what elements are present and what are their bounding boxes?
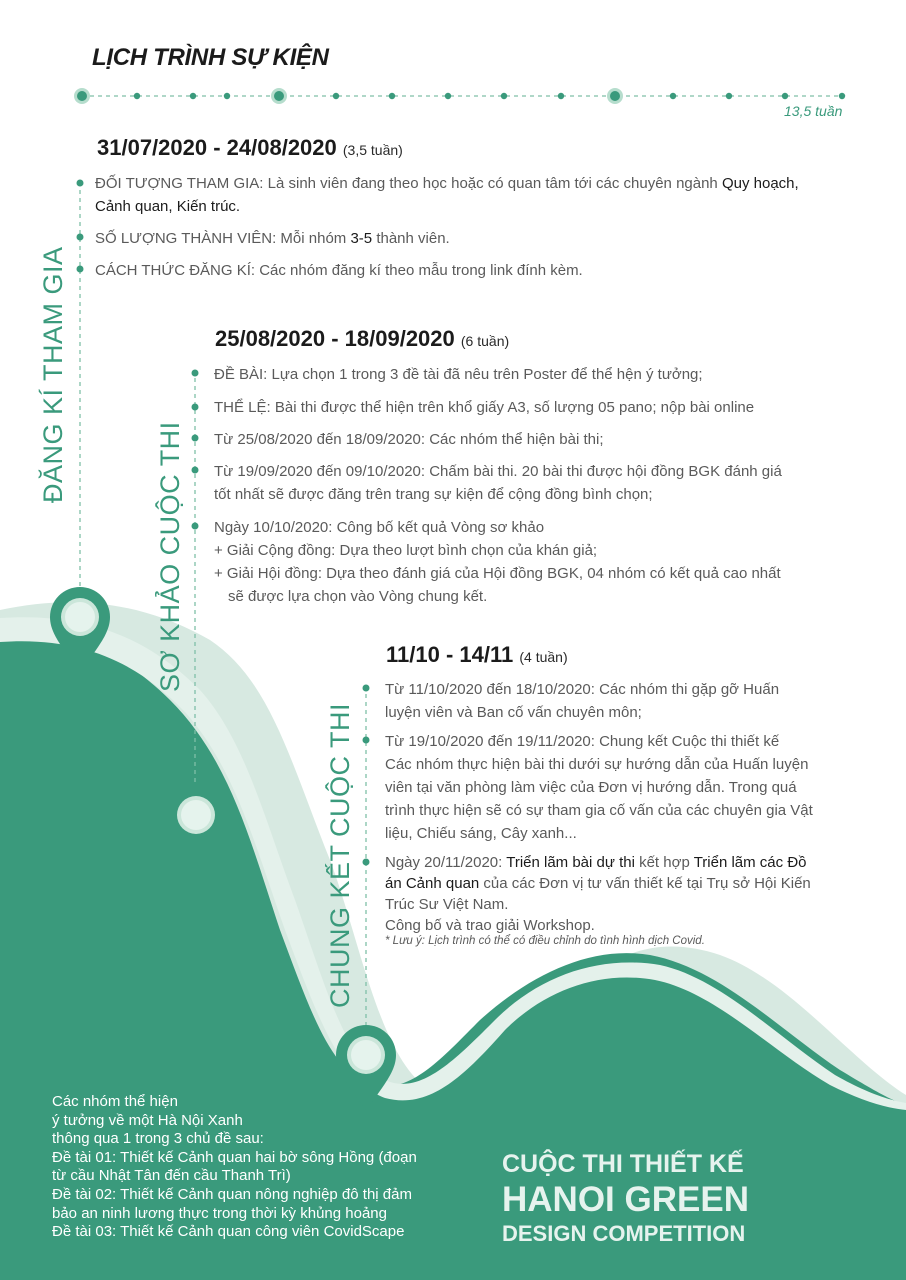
page-title: LỊCH TRÌNH SỰ KIỆN: [92, 44, 329, 71]
phase-2-label: SƠ KHẢO CUỘC THI: [155, 421, 185, 692]
phase-2-date: 25/08/2020 - 18/09/2020 (6 tuần): [215, 326, 510, 351]
phase-1-label: ĐĂNG KÍ THAM GIA: [38, 246, 68, 503]
phase-3-item: Ngày 20/11/2020: Triển lãm bài dự thi kết hợp Triển lãm các Đồ án Cảnh quan của các Đơn vị tư vấn thiết kế tại Trụ sở Hội Kiến Trúc Sư Việt Nam. Công bố và trao giải Workshop.: [385, 854, 811, 934]
topics-description: Các nhóm thể hiện ý tưởng về một Hà Nội Xanh thông qua 1 trong 3 chủ đề sau: Đề tài 01: Thiết kế Cảnh quan hai bờ sông Hồng (đoạn từ cầu Nhật Tân đến cầu Thanh Trì) Đề tài 02: Thiết kế Cảnh quan nông nghiệp đô thị đảm bảo an ninh lương thực trong thời kỳ khủng hoảng Đề tài 03: Thiết kế Cảnh quan công viên CovidScape: [52, 1093, 462, 1242]
phase-1-item: CÁCH THỨC ĐĂNG KÍ: Các nhóm đăng kí theo mẫu trong link đính kèm.: [95, 262, 583, 279]
total-duration: 13,5 tuần: [784, 103, 843, 119]
covid-note: * Lưu ý: Lịch trình có thể có điều chỉnh do tình hình dịch Covid.: [385, 935, 705, 947]
competition-brand: CUỘC THI THIẾT KẾ HANOI GREEN DESIGN COMPETITION: [502, 1150, 749, 1246]
phase-2-item: ĐỀ BÀI: Lựa chọn 1 trong 3 đề tài đã nêu trên Poster để thể hện ý tưởng;: [214, 366, 703, 383]
phase-1-date: 31/07/2020 - 24/08/2020 (3,5 tuần): [97, 135, 403, 160]
phase-1-item: ĐỐI TƯỢNG THAM GIA: Là sinh viên đang theo học hoặc có quan tâm tới các chuyên ngành Quy hoạch, Cảnh quan, Kiến trúc.: [95, 175, 799, 215]
phase-2-item: Từ 19/09/2020 đến 09/10/2020: Chấm bài thi. 20 bài thi được hội đồng BGK đánh giá tốt nhất sẽ được đăng trên trang sự kiện để cộng đồng bình chọn;: [214, 463, 782, 503]
phase-3-item: Từ 19/10/2020 đến 19/11/2020: Chung kết Cuộc thi thiết kế Các nhóm thực hiện bài thi dưới sự hướng dẫn của Huấn luyện viên tại văn phòng làm việc của Đơn vị hướng dẫn. Trong quá trình thực hiện sẽ có sự tham gia cố vấn của các chuyên gia Vật liệu, Chiếu sáng, Cây xanh...: [385, 733, 813, 842]
phase-1-item: SỐ LƯỢNG THÀNH VIÊN: Mỗi nhóm 3-5 thành viên.: [95, 230, 450, 247]
phase-3-item: Từ 11/10/2020 đến 18/10/2020: Các nhóm thi gặp gỡ Huấn luyện viên và Ban cố vấn chuyên môn;: [385, 681, 780, 721]
topic-3: Đề tài 03: Thiết kế Cảnh quan công viên CovidScape: [52, 1223, 405, 1241]
phase-3-date: 11/10 - 14/11 (4 tuần): [386, 642, 568, 667]
topic-1: Đề tài 01: Thiết kế Cảnh quan hai bờ sông Hồng (đoạn từ cầu Nhật Tân đến cầu Thanh Trì): [52, 1148, 417, 1185]
phase-2-item: Từ 25/08/2020 đến 18/09/2020: Các nhóm thể hiện bài thi;: [214, 431, 604, 448]
phase-3-label: CHUNG KẾT CUỘC THI: [325, 702, 355, 1008]
phase-2-item: THỂ LỆ: Bài thi được thể hiện trên khổ giấy A3, số lượng 05 pano; nộp bài online: [214, 399, 755, 416]
phase-2-item: Ngày 10/10/2020: Công bố kết quả Vòng sơ khảo + Giải Cộng đồng: Dựa theo lượt bình chọn của khán giả; + Giải Hội đồng: Dựa theo đánh giá của Hội đồng BGK, 04 nhóm có kết quả cao nhất sẽ được lựa chọn vào Vòng chung kết.: [214, 519, 781, 605]
topic-2: Đề tài 02: Thiết kế Cảnh quan nông nghiệp đô thị đảm bảo an ninh lương thực trong thời kỳ khủng hoảng: [52, 1185, 412, 1222]
